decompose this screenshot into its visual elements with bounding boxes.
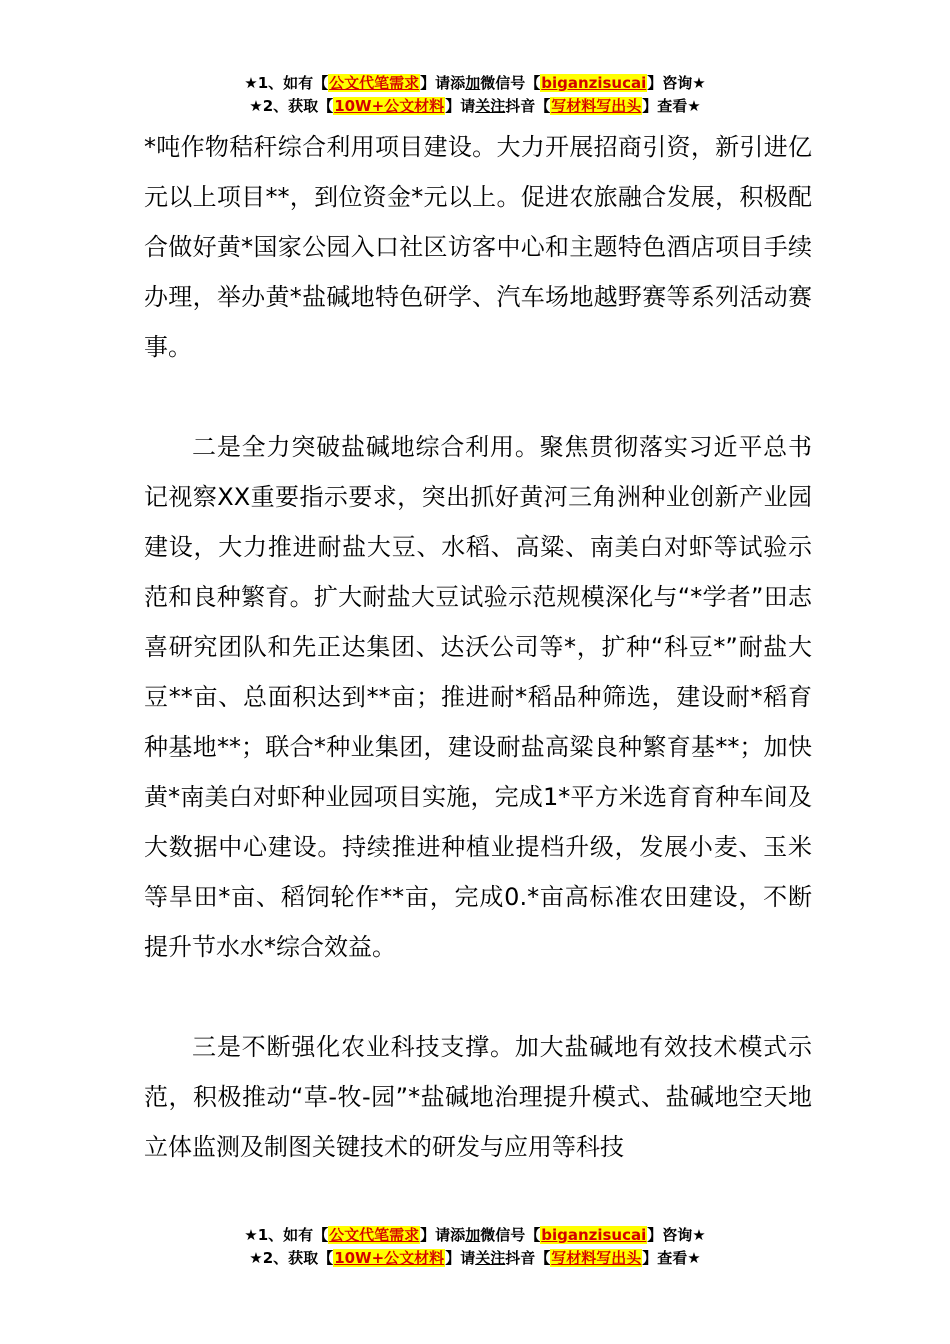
banner-line-2: ★2、获取【10W+公文材料】请关注抖音【写材料写出头】查看★ [249, 1249, 701, 1267]
banner-line-1: ★1、如有【公文代笔需求】请添加微信号【biganzisucai】咨询★ [244, 74, 706, 92]
paragraph-saline-alkali: 二是全力突破盐碱地综合利用。聚焦贯彻落实习近平总书记视察XX重要指示要求，突出抓好黄河三角洲种业创新产业园建设，大力推进耐盐大豆、水稻、高粱、南美白对虾等试验示范和良种繁育。扩大耐盐大豆试验示范规模深化与“*学者”田志喜研究团队和先正达集团、达沃公司等*，扩种“科豆*”耐盐大豆**亩、总面积达到**亩；推进耐*稻品种筛选，建设耐*稻育种基地**；联合*种业集团，建设耐盐高粱良种繁育基**；加快黄*南美白对虾种业园项目实施，完成1*平方米选育育种车间及大数据中心建设。持续推进种植业提档升级，发展小麦、玉米等旱田*亩、稻饲轮作**亩，完成0.*亩高标准农田建设，不断提升节水水*综合效益。 [144, 433, 812, 961]
highlight-wechat-id: biganzisucai [541, 1226, 647, 1244]
highlight-wechat-id: biganzisucai [541, 74, 647, 92]
highlight-materials: 10W+公文材料 [334, 1249, 445, 1267]
highlight-douyin: 写材料写出头 [551, 1249, 642, 1267]
highlight-materials: 10W+公文材料 [334, 97, 445, 115]
paragraph-tech-support: 三是不断强化农业科技支撑。加大盐碱地有效技术模式示范，积极推动“草-牧-园”*盐碱地治理提升模式、盐碱地空天地立体监测及制图关键技术的研发与应用等科技 [144, 1033, 812, 1161]
highlight-service: 公文代笔需求 [329, 1226, 420, 1244]
header-banner [0, 72, 950, 118]
banner-line-1: ★1、如有【公文代笔需求】请添加微信号【biganzisucai】咨询★ [244, 1226, 706, 1244]
banner-line-2: ★2、获取【10W+公文材料】请关注抖音【写材料写出头】查看★ [249, 97, 701, 115]
highlight-douyin: 写材料写出头 [551, 97, 642, 115]
document-body [144, 122, 812, 1172]
highlight-service: 公文代笔需求 [329, 74, 420, 92]
paragraph-continued: *吨作物秸秆综合利用项目建设。大力开展招商引资，新引进亿元以上项目**，到位资金*元以上。促进农旅融合发展，积极配合做好黄*国家公园入口社区访客中心和主题特色酒店项目手续办理，举办黄*盐碱地特色研学、汽车场地越野赛等系列活动赛事。 [144, 133, 812, 361]
footer-banner [0, 1224, 950, 1270]
